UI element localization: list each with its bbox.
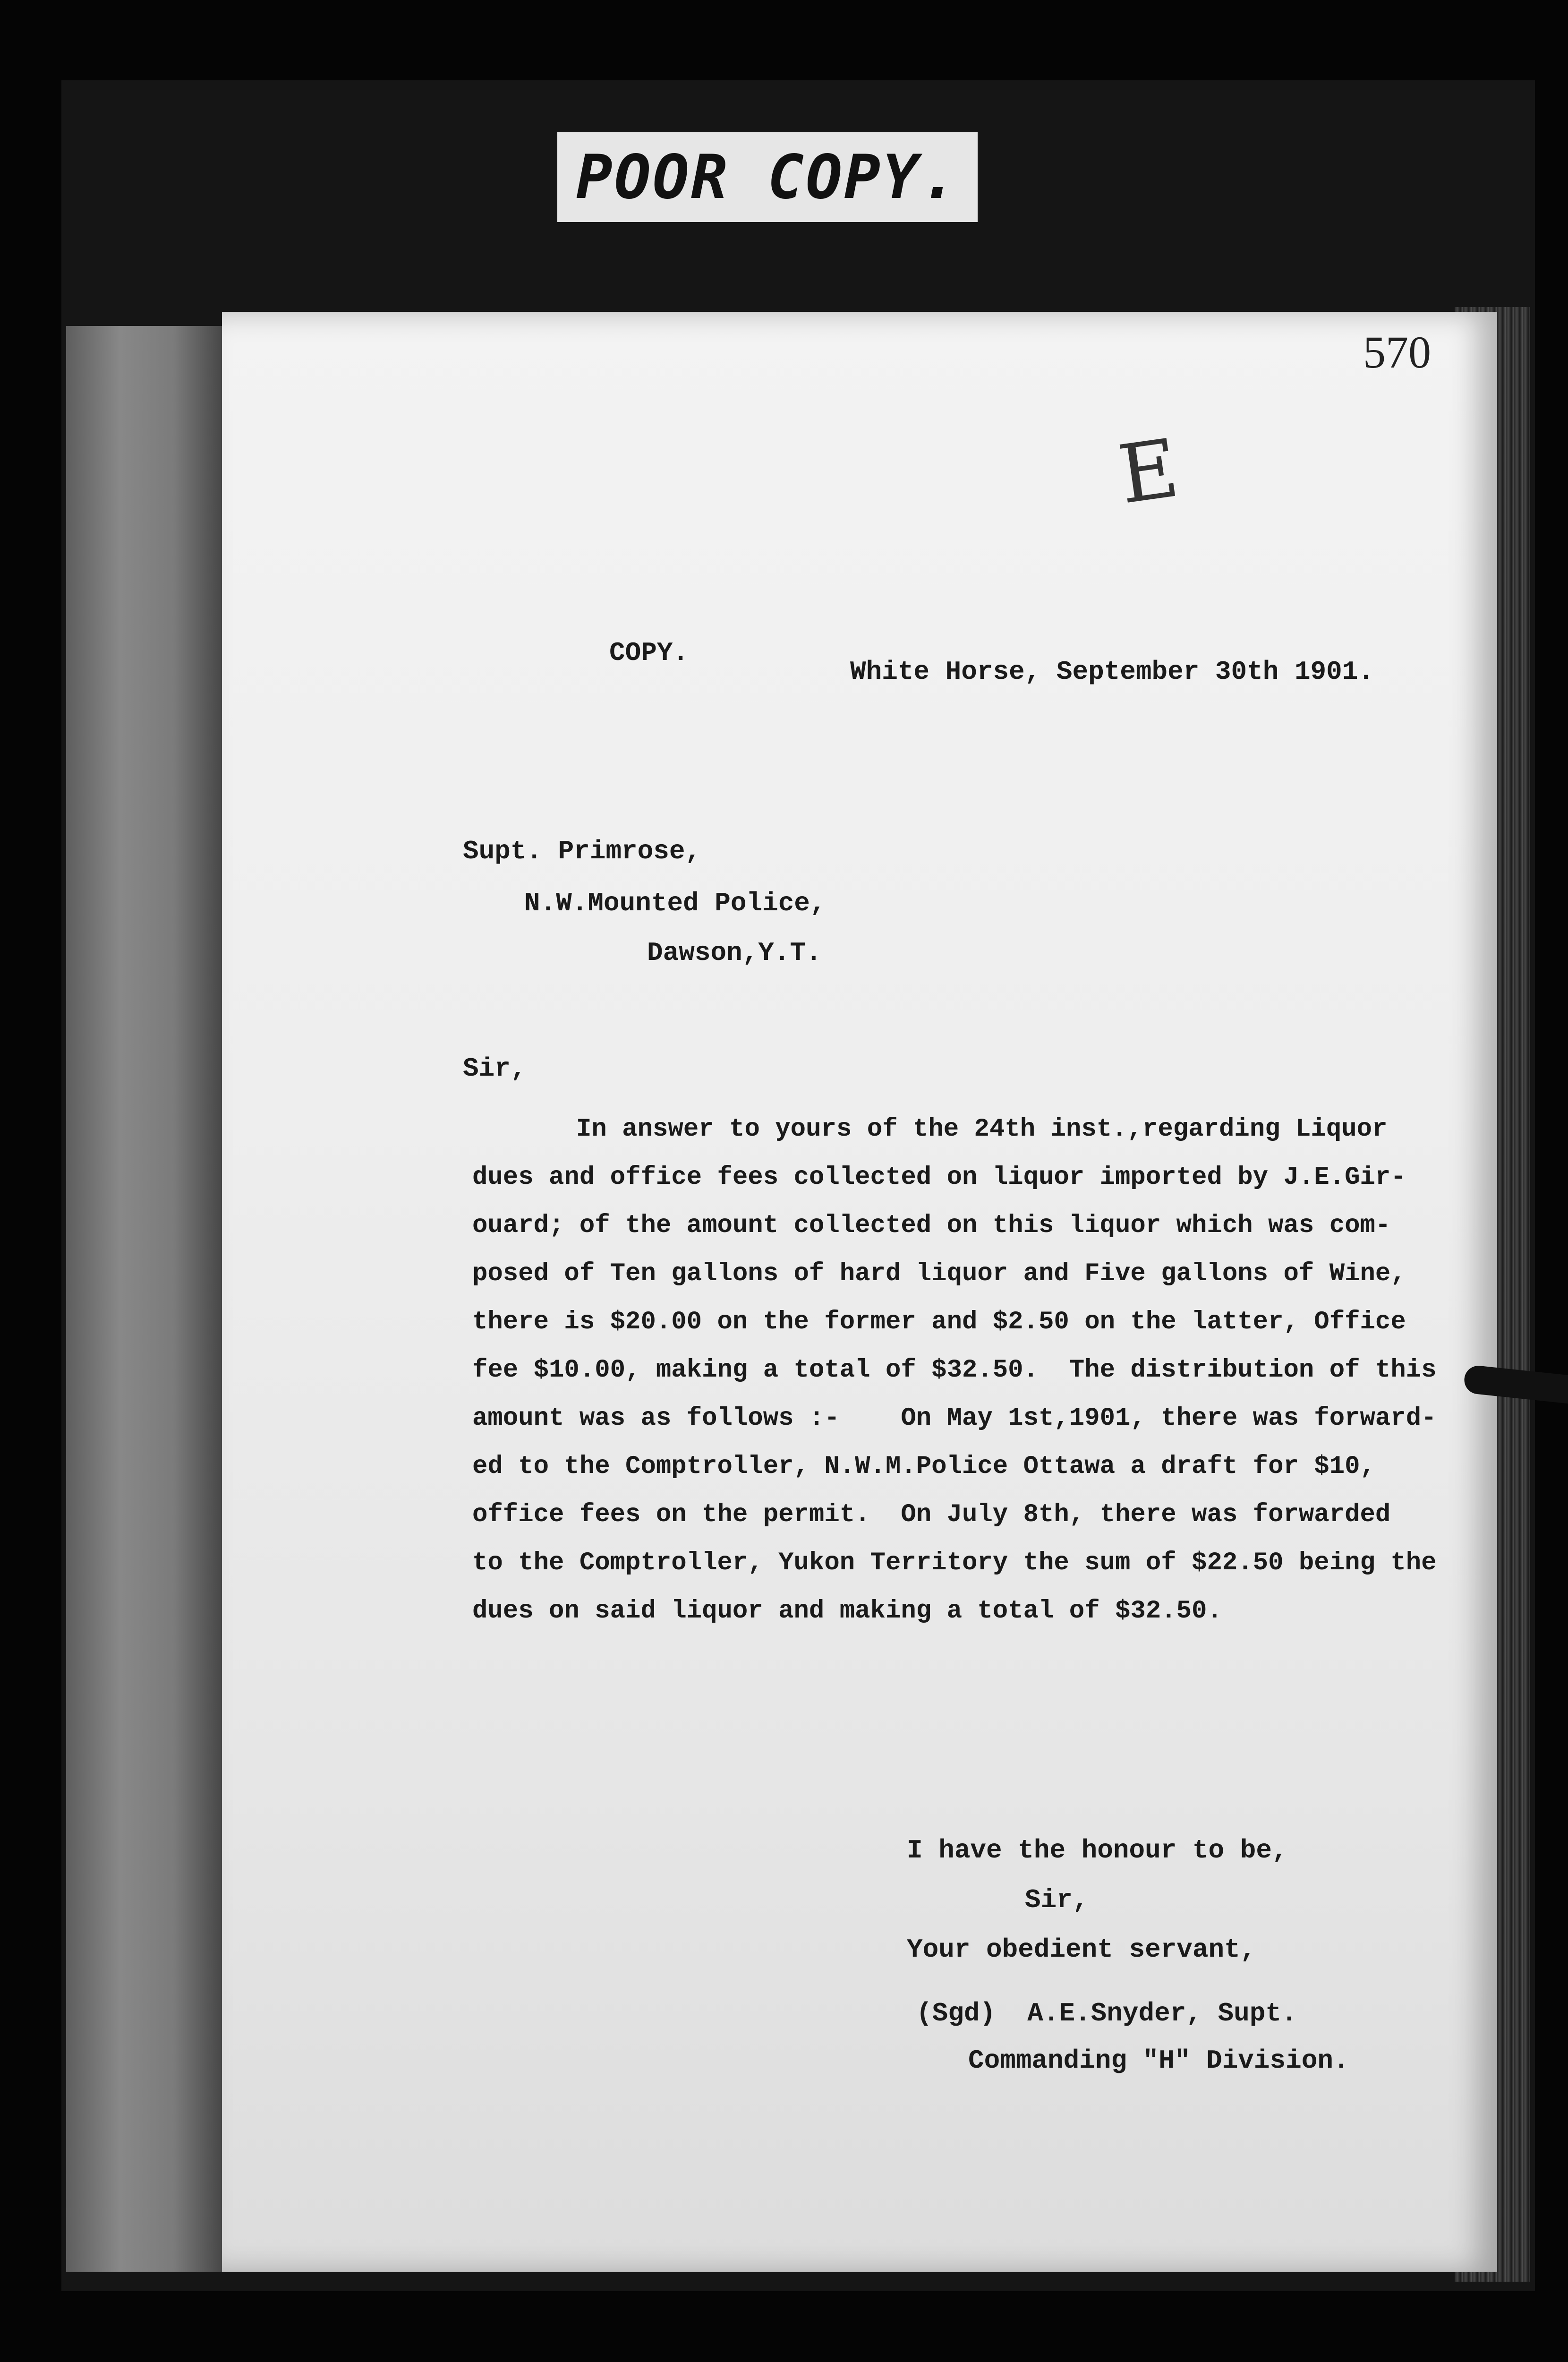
title-line: Commanding "H" Division. [968, 2045, 1349, 2076]
page-number: 570 [1363, 327, 1431, 377]
signature-line: (Sgd) A.E.Snyder, Supt. [916, 1998, 1297, 2028]
body-line: dues on said liquor and making a total of $32.50. [472, 1597, 1222, 1626]
body-line: there is $20.00 on the former and $2.50 on the latter, Office [472, 1308, 1406, 1336]
handwritten-marker: E [1113, 421, 1185, 522]
poor-copy-stamp: POOR COPY. [557, 132, 978, 222]
letter-body [472, 1105, 1535, 1635]
body-line: to the Comptroller, Yukon Territory the sum of $22.50 being the [472, 1549, 1437, 1577]
body-line: office fees on the permit. On July 8th, there was forwarded [472, 1500, 1391, 1529]
body-line: ouard; of the amount collected on this liquor which was com- [472, 1211, 1391, 1240]
closing-line-2: Sir, [1025, 1885, 1089, 1915]
closing-line-3: Your obedient servant, [907, 1934, 1256, 1965]
address-line-3: Dawson,Y.T. [647, 938, 822, 968]
address-line-1: Supt. Primrose, [463, 836, 701, 866]
closing-line-1: I have the honour to be, [907, 1835, 1288, 1866]
body-line: ed to the Comptroller, N.W.M.Police Ottawa a draft for $10, [472, 1452, 1375, 1481]
body-line: In answer to yours of the 24th inst.,regarding Liquor [576, 1115, 1388, 1144]
body-line: dues and office fees collected on liquor imported by J.E.Gir- [472, 1163, 1406, 1192]
copy-label: COPY. [609, 638, 689, 668]
left-page-strip [66, 326, 246, 2272]
body-line: fee $10.00, making a total of $32.50. The distribution of this [472, 1356, 1437, 1385]
letter-page [222, 312, 1497, 2272]
salutation: Sir, [463, 1053, 527, 1084]
address-line-2: N.W.Mounted Police, [524, 888, 826, 918]
date-line: White Horse, September 30th 1901. [850, 657, 1374, 687]
body-line: amount was as follows :- On May 1st,1901, there was forward- [472, 1404, 1437, 1433]
body-line: posed of Ten gallons of hard liquor and Five gallons of Wine, [472, 1259, 1406, 1288]
